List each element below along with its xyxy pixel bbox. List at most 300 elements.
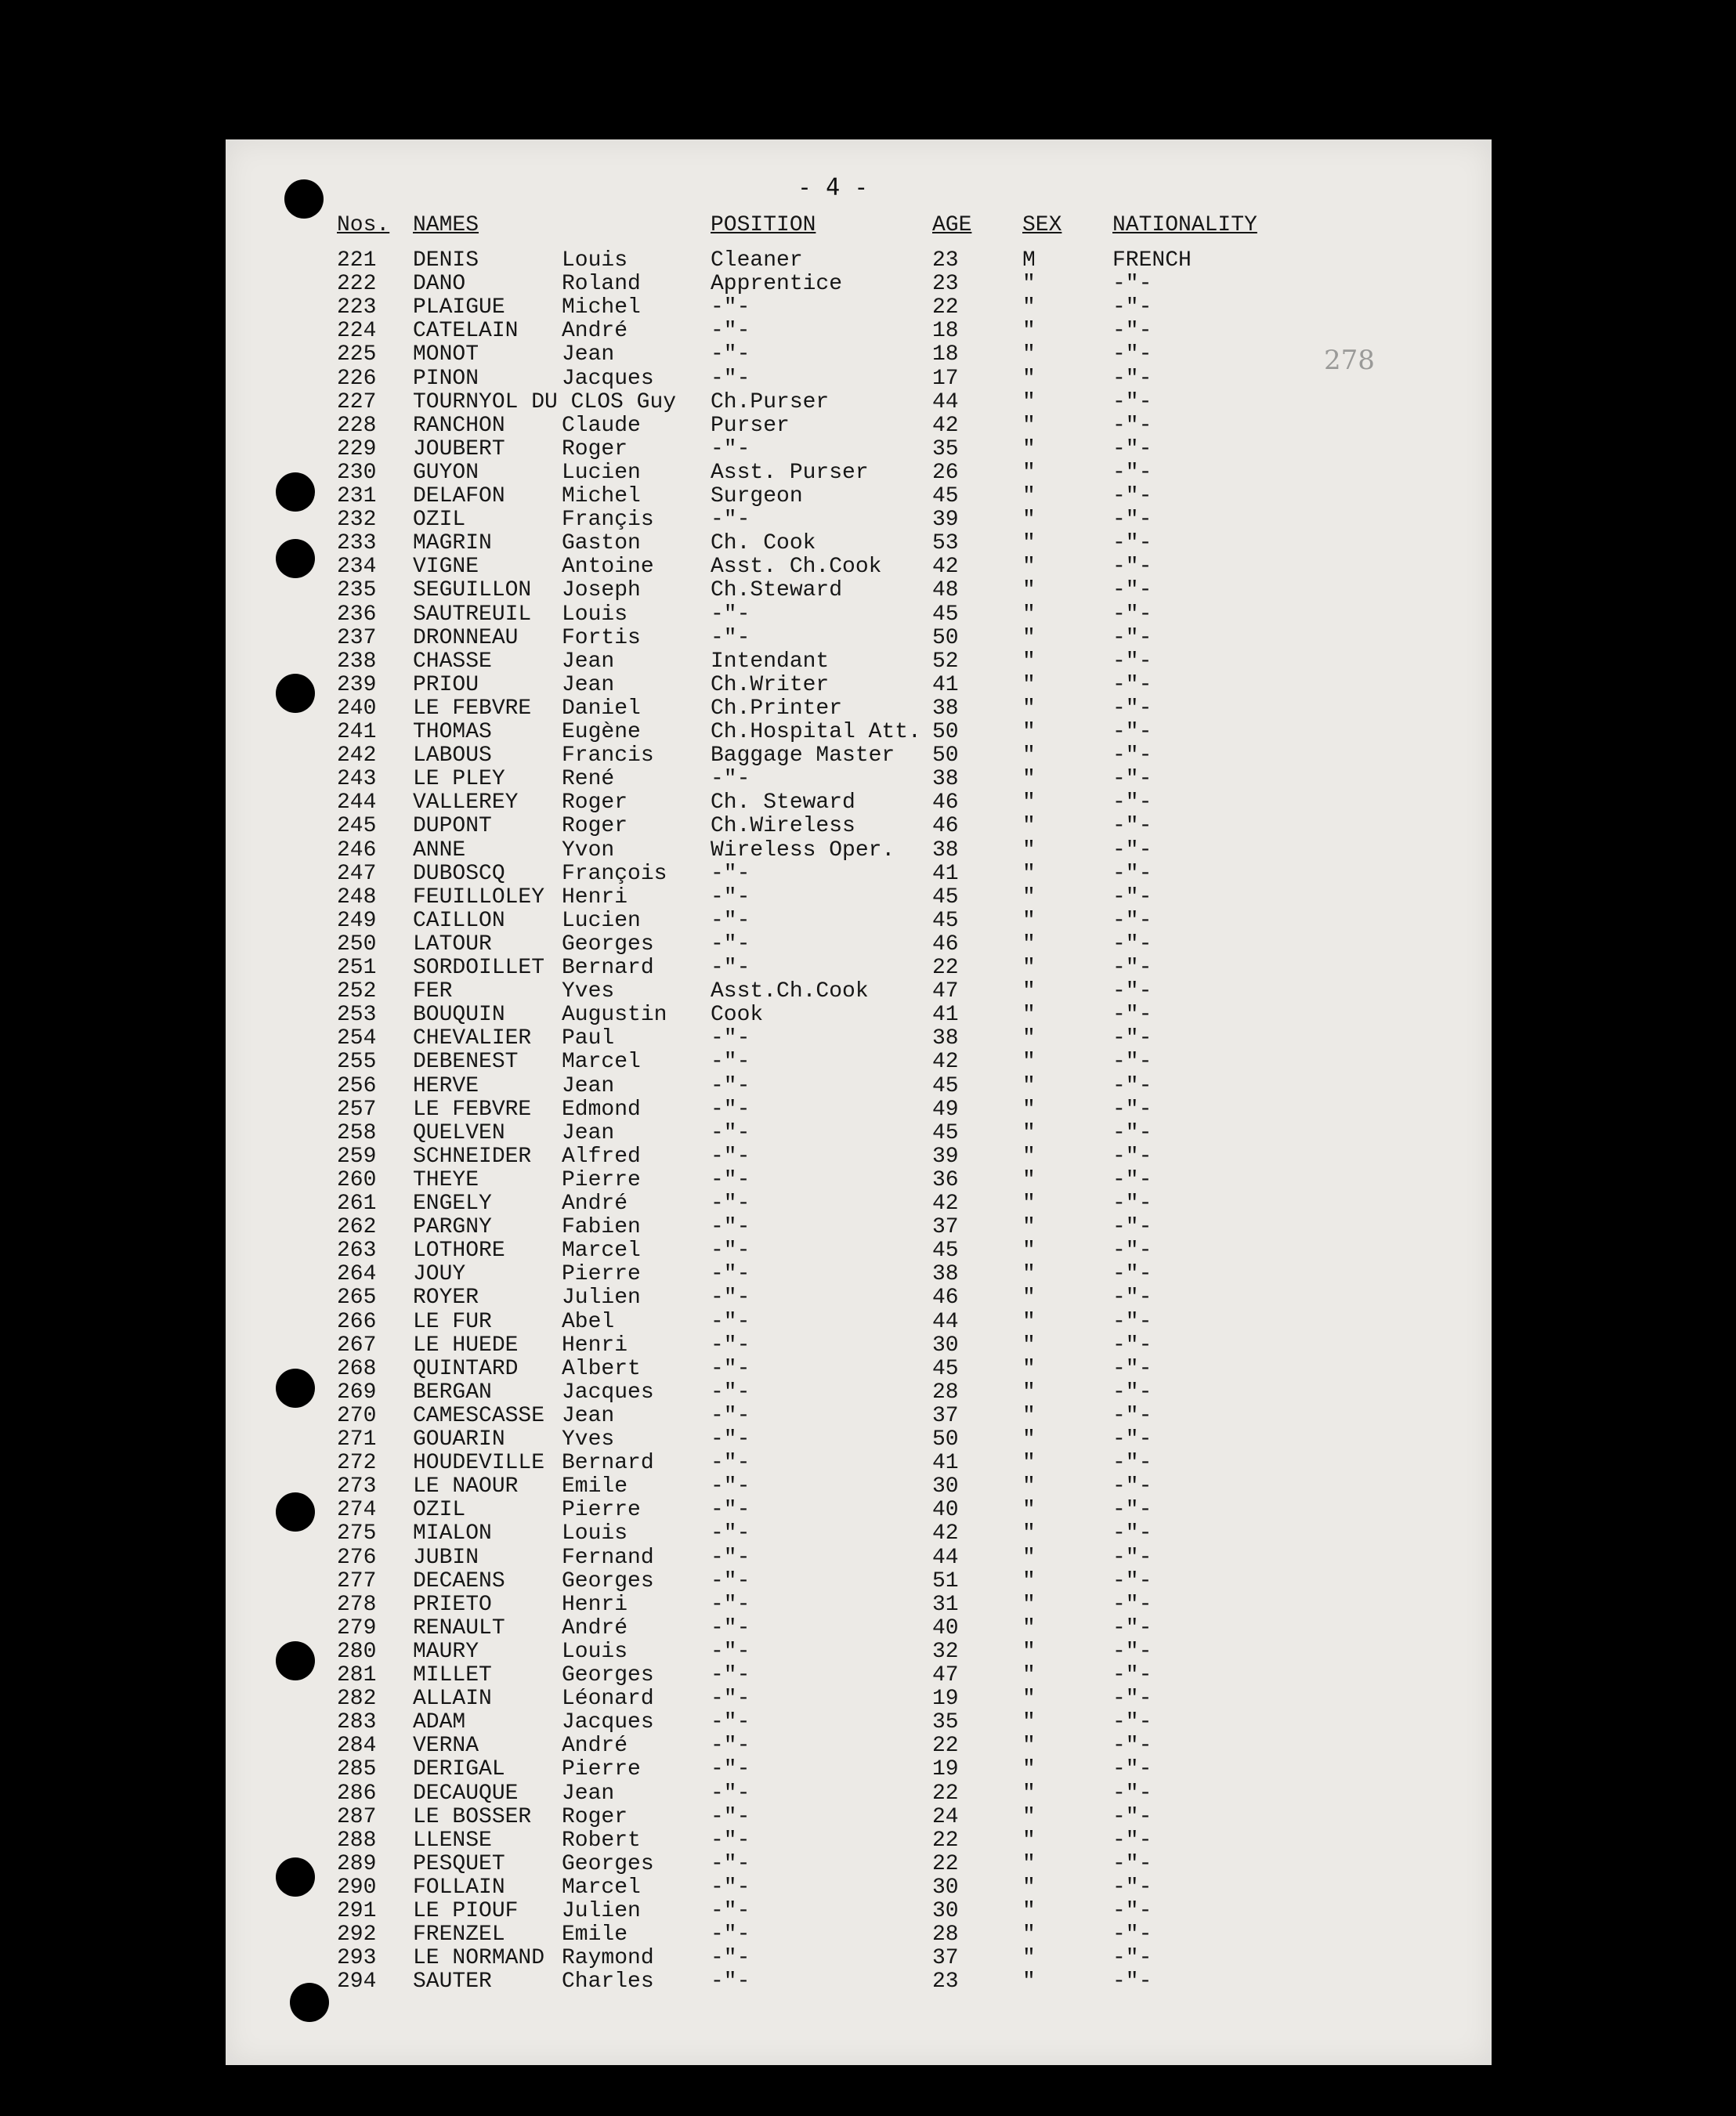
table-row (0, 1428, 1736, 1452)
given-name: Yvon (562, 837, 615, 863)
table-row (0, 650, 1736, 674)
surname: LATOUR (413, 931, 492, 957)
given-name: André (562, 1615, 628, 1640)
sex: " (1022, 672, 1036, 697)
row-number: 263 (337, 1239, 377, 1264)
sex: " (1022, 979, 1036, 1004)
position: -"- (711, 1451, 750, 1476)
table-row (0, 1876, 1736, 1900)
surname: RENAULT (413, 1615, 505, 1640)
sex: " (1022, 837, 1036, 863)
sex: " (1022, 1970, 1036, 1995)
age: 44 (932, 389, 959, 414)
position: -"- (711, 1380, 750, 1405)
sex: " (1022, 319, 1036, 344)
given-name: Pierre (562, 1167, 641, 1192)
row-number: 223 (337, 295, 377, 320)
surname: LE NORMAND (413, 1946, 545, 1971)
row-number: 256 (337, 1073, 377, 1098)
nationality: -"- (1112, 1851, 1152, 1876)
sex: " (1022, 956, 1036, 980)
given-name: Jean (562, 1120, 615, 1145)
position: -"- (711, 1144, 750, 1169)
position: -"- (711, 1781, 750, 1806)
age: 41 (932, 672, 959, 697)
age: 48 (932, 578, 959, 603)
sex: " (1022, 342, 1036, 367)
row-number: 238 (337, 649, 377, 674)
surname: PLAIGUE (413, 295, 505, 320)
table-row (0, 910, 1736, 933)
table-row (0, 957, 1736, 980)
surname: DEBENEST (413, 1050, 519, 1075)
row-number: 279 (337, 1615, 377, 1640)
sex: " (1022, 1521, 1036, 1546)
nationality: -"- (1112, 861, 1152, 886)
nationality: -"- (1112, 979, 1152, 1004)
surname: FER (413, 979, 453, 1004)
table-row (0, 1334, 1736, 1358)
age: 32 (932, 1639, 959, 1664)
nationality: -"- (1112, 1474, 1152, 1499)
row-number: 286 (337, 1781, 377, 1806)
position: -"- (711, 1192, 750, 1216)
age: 22 (932, 1781, 959, 1806)
nationality: -"- (1112, 1050, 1152, 1075)
given-name: Julien (562, 1899, 641, 1923)
given-name: Michel (562, 295, 641, 320)
table-row (0, 674, 1736, 697)
table-row (0, 1617, 1736, 1640)
given-name: Jean (562, 672, 615, 697)
given-name: Pierre (562, 1262, 641, 1287)
surname: LE FEBVRE (413, 1097, 532, 1122)
sex: " (1022, 1167, 1036, 1192)
row-number: 228 (337, 413, 377, 438)
row-number: 289 (337, 1851, 377, 1876)
position: -"- (711, 366, 750, 391)
age: 46 (932, 931, 959, 957)
sex: " (1022, 602, 1036, 627)
row-number: 288 (337, 1828, 377, 1853)
given-name: Georges (562, 1568, 654, 1593)
surname: LE HUEDE (413, 1333, 519, 1358)
table-row (0, 1546, 1736, 1570)
sex: " (1022, 1687, 1036, 1712)
given-name: Henri (562, 1592, 628, 1617)
age: 22 (932, 1828, 959, 1853)
given-name: Gaston (562, 531, 641, 556)
surname: SEGUILLON (413, 578, 532, 603)
sex: " (1022, 1073, 1036, 1098)
nationality: -"- (1112, 1687, 1152, 1712)
position: -"- (711, 1615, 750, 1640)
position: -"- (711, 1922, 750, 1948)
table-row (0, 249, 1736, 273)
row-number: 251 (337, 956, 377, 980)
header-nos: Nos. (337, 213, 390, 237)
position: -"- (711, 1050, 750, 1075)
given-name: Marcel (562, 1050, 641, 1075)
position: -"- (711, 436, 750, 461)
row-number: 292 (337, 1922, 377, 1948)
surname: DRONNEAU (413, 625, 519, 650)
table-row (0, 296, 1736, 320)
position: Ch.Writer (711, 672, 830, 697)
nationality: -"- (1112, 1451, 1152, 1476)
sex: " (1022, 508, 1036, 533)
surname: DERIGAL (413, 1757, 505, 1782)
position: -"- (711, 319, 750, 344)
position: -"- (711, 956, 750, 980)
nationality: -"- (1112, 1970, 1152, 1995)
nationality: -"- (1112, 1804, 1152, 1829)
table-row (0, 1664, 1736, 1687)
position: Cleaner (711, 248, 803, 273)
sex: " (1022, 272, 1036, 297)
sex: " (1022, 1663, 1036, 1687)
position: -"- (711, 1521, 750, 1546)
table-row (0, 1758, 1736, 1781)
given-name: Bernard (562, 1451, 654, 1476)
row-number: 267 (337, 1333, 377, 1358)
table-row (0, 839, 1736, 863)
nationality: -"- (1112, 484, 1152, 508)
position: -"- (711, 1639, 750, 1664)
given-name: Julien (562, 1286, 641, 1311)
sex: M (1022, 248, 1036, 273)
table-row (0, 1027, 1736, 1051)
row-number: 273 (337, 1474, 377, 1499)
age: 45 (932, 884, 959, 910)
position: -"- (711, 1073, 750, 1098)
row-number: 244 (337, 790, 377, 816)
given-name: Antoine (562, 555, 654, 580)
given-name: Daniel (562, 696, 641, 721)
given-name: Georges (562, 1851, 654, 1876)
nationality: -"- (1112, 602, 1152, 627)
row-number: 258 (337, 1120, 377, 1145)
row-number: 294 (337, 1970, 377, 1995)
age: 45 (932, 484, 959, 508)
age: 41 (932, 861, 959, 886)
nationality: -"- (1112, 295, 1152, 320)
nationality: -"- (1112, 790, 1152, 816)
nationality: -"- (1112, 1663, 1152, 1687)
nationality: -"- (1112, 837, 1152, 863)
position: Ch.Printer (711, 696, 843, 721)
table-row (0, 1829, 1736, 1853)
position: Ch.Wireless (711, 814, 855, 839)
row-number: 225 (337, 342, 377, 367)
row-number: 222 (337, 272, 377, 297)
sex: " (1022, 1144, 1036, 1169)
sex: " (1022, 1403, 1036, 1428)
punch-hole (284, 179, 324, 219)
age: 42 (932, 1521, 959, 1546)
row-number: 276 (337, 1545, 377, 1570)
given-name: Emile (562, 1922, 628, 1948)
sex: " (1022, 1710, 1036, 1735)
nationality: -"- (1112, 1545, 1152, 1570)
sex: " (1022, 1333, 1036, 1358)
position: Intendant (711, 649, 830, 674)
nationality: -"- (1112, 908, 1152, 933)
surname: SAUTREUIL (413, 602, 532, 627)
nationality: -"- (1112, 272, 1152, 297)
age: 38 (932, 767, 959, 792)
given-name: Abel (562, 1309, 615, 1334)
given-name: Jean (562, 1781, 615, 1806)
surname: HERVE (413, 1073, 479, 1098)
header-sex: SEX (1022, 213, 1062, 237)
surname: QUELVEN (413, 1120, 505, 1145)
given-name: Pierre (562, 1757, 641, 1782)
table-row (0, 1475, 1736, 1499)
sex: " (1022, 531, 1036, 556)
position: -"- (711, 1239, 750, 1264)
nationality: -"- (1112, 1427, 1152, 1452)
position: -"- (711, 1356, 750, 1381)
row-number: 236 (337, 602, 377, 627)
row-number: 275 (337, 1521, 377, 1546)
row-number: 255 (337, 1050, 377, 1075)
surname: ENGELY (413, 1192, 492, 1216)
surname: OZIL (413, 1498, 466, 1523)
table-row (0, 461, 1736, 485)
row-number: 285 (337, 1757, 377, 1782)
surname: LE BOSSER (413, 1804, 532, 1829)
position: -"- (711, 1946, 750, 1971)
given-name: Georges (562, 931, 654, 957)
surname: DUPONT (413, 814, 492, 839)
nationality: -"- (1112, 1097, 1152, 1122)
surname: MONOT (413, 342, 479, 367)
nationality: -"- (1112, 931, 1152, 957)
surname: FEUILLOLEY (413, 884, 545, 910)
position: -"- (711, 1286, 750, 1311)
row-number: 270 (337, 1403, 377, 1428)
table-row (0, 863, 1736, 886)
given-name: Roger (562, 814, 628, 839)
row-number: 266 (337, 1309, 377, 1334)
sex: " (1022, 389, 1036, 414)
position: Asst.Ch.Cook (711, 979, 869, 1004)
row-number: 274 (337, 1498, 377, 1523)
row-number: 262 (337, 1215, 377, 1240)
table-row (0, 414, 1736, 438)
position: -"- (711, 508, 750, 533)
position: -"- (711, 1167, 750, 1192)
given-name: Louis (562, 602, 628, 627)
nationality: -"- (1112, 767, 1152, 792)
nationality: -"- (1112, 1192, 1152, 1216)
column-headers (0, 214, 1736, 237)
row-number: 278 (337, 1592, 377, 1617)
table-row (0, 1947, 1736, 1970)
row-number: 250 (337, 931, 377, 957)
position: Ch. Steward (711, 790, 855, 816)
position: -"- (711, 884, 750, 910)
nationality: -"- (1112, 625, 1152, 650)
table-row (0, 1122, 1736, 1145)
given-name: Fortis (562, 625, 641, 650)
table-row (0, 532, 1736, 555)
surname: GUYON (413, 460, 479, 485)
given-name: Louis (562, 1639, 628, 1664)
table-row (0, 438, 1736, 461)
sex: " (1022, 460, 1036, 485)
given-name: Yves (562, 979, 615, 1004)
archive-stamp: 278 (1324, 345, 1375, 376)
row-number: 227 (337, 389, 377, 414)
header-position: POSITION (711, 213, 816, 237)
age: 42 (932, 413, 959, 438)
row-number: 259 (337, 1144, 377, 1169)
sex: " (1022, 696, 1036, 721)
row-number: 254 (337, 1026, 377, 1051)
surname: THEYE (413, 1167, 479, 1192)
surname: FRENZEL (413, 1922, 505, 1948)
position: -"- (711, 767, 750, 792)
surname: OZIL (413, 508, 466, 533)
sex: " (1022, 1946, 1036, 1971)
age: 42 (932, 1192, 959, 1216)
sex: " (1022, 1356, 1036, 1381)
table-row (0, 485, 1736, 508)
nationality: -"- (1112, 1592, 1152, 1617)
surname: MAURY (413, 1639, 479, 1664)
table-row (0, 744, 1736, 768)
position: -"- (711, 1687, 750, 1712)
sex: " (1022, 1639, 1036, 1664)
surname: ANNE (413, 837, 466, 863)
sex: " (1022, 1239, 1036, 1264)
given-name: Raymond (562, 1946, 654, 1971)
row-number: 253 (337, 1003, 377, 1028)
surname: THOMAS (413, 720, 492, 744)
row-number: 249 (337, 908, 377, 933)
given-name: Marcel (562, 1875, 641, 1900)
age: 35 (932, 1710, 959, 1735)
surname: BERGAN (413, 1380, 492, 1405)
row-number: 290 (337, 1875, 377, 1900)
sex: " (1022, 1262, 1036, 1287)
position: -"- (711, 908, 750, 933)
age: 50 (932, 720, 959, 744)
nationality: -"- (1112, 1380, 1152, 1405)
age: 45 (932, 602, 959, 627)
table-row (0, 1145, 1736, 1169)
given-name: Eugène (562, 720, 641, 744)
age: 35 (932, 436, 959, 461)
age: 52 (932, 649, 959, 674)
sex: " (1022, 649, 1036, 674)
row-number: 241 (337, 720, 377, 744)
row-number: 284 (337, 1734, 377, 1759)
row-number: 243 (337, 767, 377, 792)
table-row (0, 555, 1736, 579)
position: -"- (711, 1333, 750, 1358)
given-name: Jean (562, 649, 615, 674)
nationality: -"- (1112, 1757, 1152, 1782)
surname: FOLLAIN (413, 1875, 505, 1900)
table-row (0, 886, 1736, 910)
nationality: -"- (1112, 1239, 1152, 1264)
position: -"- (711, 625, 750, 650)
row-number: 261 (337, 1192, 377, 1216)
table-row (0, 1499, 1736, 1522)
sex: " (1022, 555, 1036, 580)
age: 50 (932, 1427, 959, 1452)
age: 44 (932, 1545, 959, 1570)
age: 31 (932, 1592, 959, 1617)
nationality: -"- (1112, 884, 1152, 910)
table-row (0, 508, 1736, 532)
row-number: 237 (337, 625, 377, 650)
age: 37 (932, 1403, 959, 1428)
surname: MIALON (413, 1521, 492, 1546)
given-name: Jean (562, 1403, 615, 1428)
surname: SORDOILLET (413, 956, 545, 980)
position: -"- (711, 1970, 750, 1995)
table-row (0, 579, 1736, 602)
surname: CAILLON (413, 908, 505, 933)
table-row (0, 1169, 1736, 1192)
row-number: 257 (337, 1097, 377, 1122)
nationality: -"- (1112, 1498, 1152, 1523)
row-number: 283 (337, 1710, 377, 1735)
position: -"- (711, 1851, 750, 1876)
sex: " (1022, 366, 1036, 391)
table-row (0, 1522, 1736, 1546)
position: -"- (711, 1545, 750, 1570)
position: -"- (711, 1427, 750, 1452)
table-row (0, 1593, 1736, 1617)
nationality: -"- (1112, 342, 1152, 367)
nationality: -"- (1112, 1710, 1152, 1735)
age: 30 (932, 1333, 959, 1358)
row-number: 248 (337, 884, 377, 910)
age: 37 (932, 1215, 959, 1240)
sex: " (1022, 1120, 1036, 1145)
surname: JOUBERT (413, 436, 505, 461)
given-name: Edmond (562, 1097, 641, 1122)
row-number: 246 (337, 837, 377, 863)
nationality: -"- (1112, 413, 1152, 438)
surname: PARGNY (413, 1215, 492, 1240)
nationality: -"- (1112, 743, 1152, 769)
row-number: 233 (337, 531, 377, 556)
given-name: Michel (562, 484, 641, 508)
position: -"- (711, 1899, 750, 1923)
surname: LE NAOUR (413, 1474, 519, 1499)
sex: " (1022, 484, 1036, 508)
given-name: Roland (562, 272, 641, 297)
nationality: -"- (1112, 1262, 1152, 1287)
row-number: 277 (337, 1568, 377, 1593)
age: 41 (932, 1451, 959, 1476)
nationality: -"- (1112, 1615, 1152, 1640)
position: -"- (711, 861, 750, 886)
given-name: Lucien (562, 460, 641, 485)
sex: " (1022, 1804, 1036, 1829)
age: 46 (932, 1286, 959, 1311)
position: -"- (711, 1215, 750, 1240)
row-number: 264 (337, 1262, 377, 1287)
position: Ch.Steward (711, 578, 843, 603)
age: 19 (932, 1757, 959, 1782)
